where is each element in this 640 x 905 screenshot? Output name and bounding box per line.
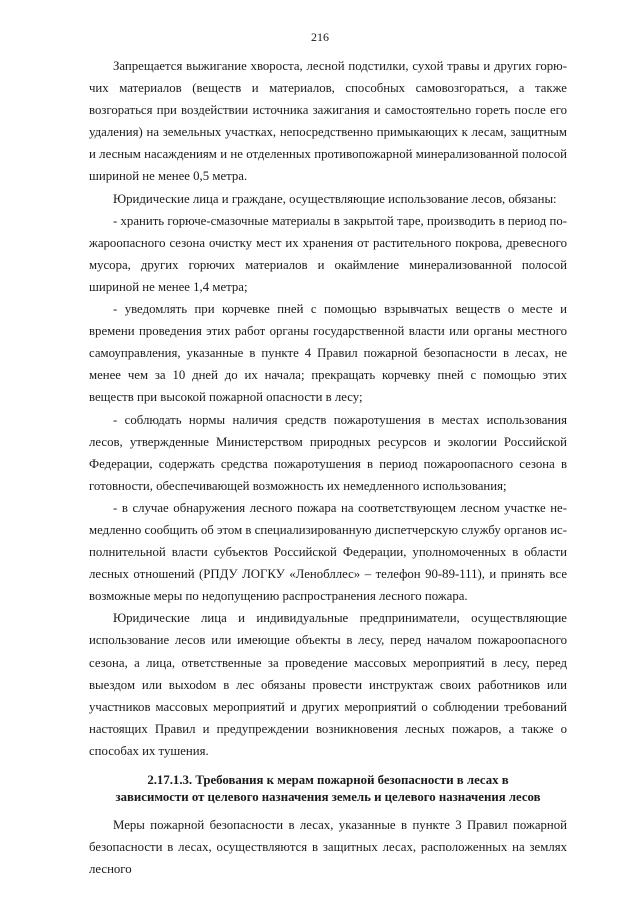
paragraph-obligations-intro: Юридические лица и граждане, осуществляющие использование лесов, обязаны: bbox=[113, 191, 557, 206]
list-item-fuel-storage: - хранить горюче-смазочные материалы в закрытой таре, производить в период пожароопасного сезона очистку мест их хранения от растительного покрова, древесного мусора, других горючих материалов и окаймление минерализованной полосой шириной не менее 1,4 метра; bbox=[89, 213, 567, 294]
list-item-fire-reporting: - в случае обнаружения лесного пожара на соответствующем лесном участке немедленно сообщить об этом в специализированную диспетчерскую службу органов исполнительной власти субъектов Российской Федерации, уполномоченных в области лесных отношений (РПДУ ЛОГКУ «Ленобллес» – телефон 90-89-111), и принять все возможные меры по недопущению распространения лесного пожара. bbox=[89, 500, 567, 604]
page-number: 216 bbox=[311, 30, 329, 44]
page-content bbox=[89, 55, 567, 880]
paragraph-protective-forests: Меры пожарной безопасности в лесах, указанные в пункте 3 Правил пожарной безопасности в лесах, осуществляются в защитных лесах, расположенных на землях лесного bbox=[89, 818, 567, 877]
list-item-stump-removal: - уведомлять при корчевке пней с помощью взрывчатых веществ о месте и времени проведения этих работ органы государственной власти или органы местного самоуправления, указанные в пункте 4 Правил пожарной безопасности в лесах, не менее чем за 10 дней до их начала; прекращать корчевку пней с помощью этих веществ при высокой пожарной опасности в лесу; bbox=[89, 302, 567, 405]
section-heading-line-2: зависимости от целевого назначения земель и целевого назначения лесов bbox=[115, 790, 541, 804]
paragraph-burning-prohibition: Запрещается выжигание хвороста, лесной подстилки, сухой травы и других горючих материалов (веществ и материалов, способных самовозгораться, а также возгораться при воздействии источника зажигания и самостоятельно гореть после его удаления) на земельных участках, непосредственно примыкающих к лесам, защитным и лесным насаждениям и не отделенных противопожарной минерализованной полосой шириной не менее 0,5 метра. bbox=[89, 59, 567, 184]
list-item-firefighting-means: - соблюдать нормы наличия средств пожаротушения в местах использования лесов, утвержденные Министерством природных ресурсов и экологии Российской Федерации, содержать средства пожаротушения в период пожароопасного сезона в готовности, обеспечивающей возможность их немедленного использования; bbox=[89, 412, 567, 493]
paragraph-briefing: Юридические лица и индивидуальные предприниматели, осуществляющие использование лесов или имеющие объекты в лесу, перед началом пожароопасного сезона, а лица, ответственные за проведение массовых мероприятий в лесу, перед выездом или выхоdом в лес обязаны провести инструктаж своих работников или участников массовых мероприятий и других мероприятий о соблюдении требований настоящих Правил и предупреждении возникновения лесных пожаров, а также о способах их тушения. bbox=[89, 611, 567, 758]
section-heading-line-1: 2.17.1.3. Требования к мерам пожарной безопасности в лесах в bbox=[147, 773, 509, 787]
section-heading bbox=[89, 772, 567, 806]
